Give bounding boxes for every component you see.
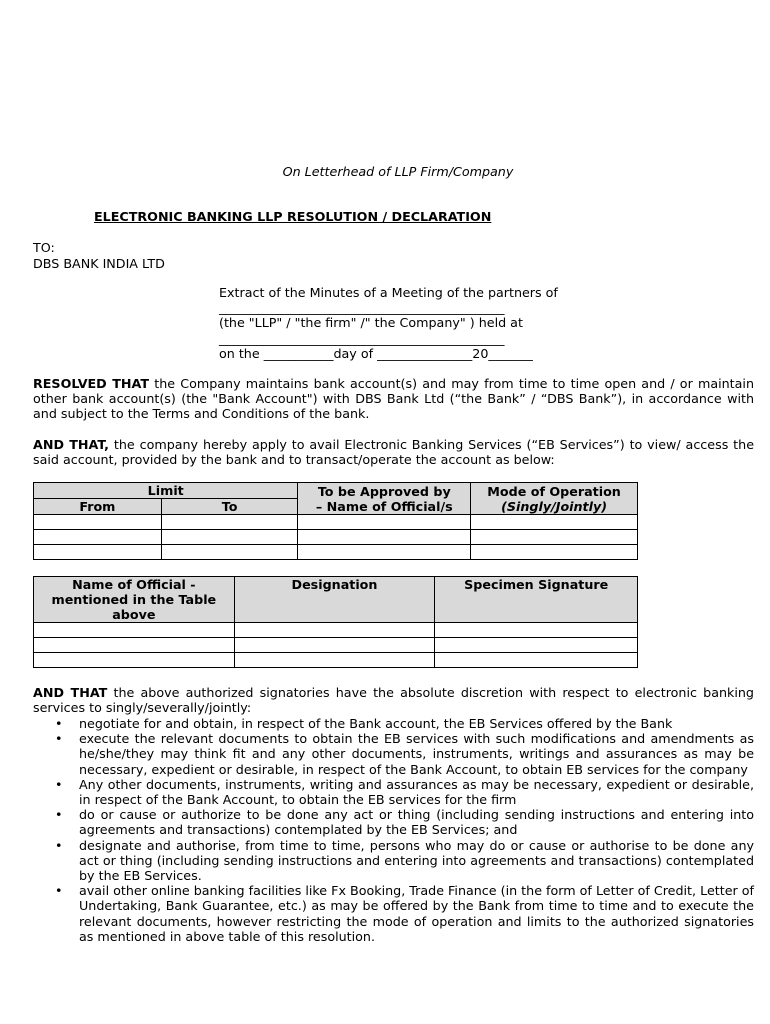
official-name-header: Name of Official - mentioned in the Table above [34, 577, 235, 623]
and-that-paragraph-2 [33, 685, 754, 715]
and-that-text: the company hereby apply to avail Electronic Banking Services (“EB Services”) to view/ access the said account, provided by the bank and to transact/operate the account as below: [33, 437, 755, 468]
extract-blank-line: _____________________________________________ [219, 300, 505, 316]
and-that-paragraph-1 [33, 437, 754, 467]
extract-line: (the "LLP" / "the firm" /" the Company" ) held at [219, 315, 523, 331]
minutes-extract [219, 285, 619, 361]
limits-table [33, 482, 638, 560]
list-item: • execute the relevant documents to obtain the EB services with such modifications and amendments as he/she/they may think fit and any other documents, instruments, writings and assurances as may be necessary, expedient or desirable, in respect of the Bank Account, to obtain EB services for the company [55, 731, 754, 777]
approved-by-header: To be Approved by – Name of Official/s [298, 483, 471, 515]
bullet-icon: • [55, 716, 63, 731]
bullet-icon: • [55, 807, 63, 823]
resolved-paragraph [33, 376, 754, 422]
extract-blank-line: _____________________________________________ [219, 330, 505, 346]
list-item: • avail other online banking facilities like Fx Booking, Trade Finance (in the form of Letter of Credit, Letter of Undertaking, Bank Guarantee, etc.) as may be offered by the Bank from time to time and to execute the relevant documents, however restricting the mode of operation and limits to the authorized signatories as mentioned in above table of this resolution. [55, 883, 754, 944]
bullet-icon: • [55, 837, 63, 853]
bullet-icon: • [55, 883, 63, 899]
table-row [34, 653, 638, 668]
list-item: • negotiate for and obtain, in respect of the Bank account, the EB Services offered by the Bank [55, 716, 673, 731]
authority-list [33, 716, 754, 944]
list-item: • do or cause or authorize to be done any act or thing (including sending instructions and entering into agreements and transactions) contemplated by the EB Services; and [55, 807, 754, 838]
table-row [34, 623, 638, 638]
extract-date-line: on the ___________day of _______________20_______ [219, 345, 533, 361]
mode-of-operation-header: Mode of Operation (Singly/Jointly) [471, 483, 638, 515]
from-header: From [34, 499, 162, 515]
table-row [34, 530, 638, 545]
addressee-block [33, 240, 165, 271]
resolved-text: the Company maintains bank account(s) and may from time to time open and / or maintain other bank account(s) (the "Bank Account") with DBS Bank Ltd (“the Bank” / “DBS Bank”), in accordance with and subject to the Terms and Conditions of the bank. [33, 376, 754, 422]
addressee-label: TO: [33, 240, 55, 255]
letterhead-note: On Letterhead of LLP Firm/Company [282, 164, 514, 179]
bullet-icon: • [55, 776, 63, 792]
officials-table [33, 576, 638, 668]
table-row [34, 545, 638, 560]
list-item: • designate and authorise, from time to time, persons who may do or cause or authorise to be done any act or thing (including sending instructions and entering into agreements and transactions) contemplated by the EB Services. [55, 837, 754, 884]
designation-header: Designation [234, 577, 435, 623]
table-row [34, 515, 638, 530]
document-title-text: ELECTRONIC BANKING LLP RESOLUTION / DECLARATION [94, 209, 492, 224]
to-header: To [161, 499, 298, 515]
document-title [36, 209, 503, 225]
limit-header: Limit [34, 483, 298, 499]
resolved-lead: RESOLVED THAT [33, 376, 150, 391]
and-that-text: the above authorized signatories have the absolute discretion with respect to electronic banking services to singly/severally/jointly: [33, 685, 754, 716]
specimen-signature-header: Specimen Signature [435, 577, 638, 623]
and-that-lead: AND THAT [33, 685, 108, 700]
list-item: • Any other documents, instruments, writing and assurances as may be necessary, expedient or desirable, in respect of the Bank Account, to obtain the EB services for the firm [55, 776, 754, 808]
extract-line: Extract of the Minutes of a Meeting of the partners of [219, 285, 558, 300]
and-that-lead: AND THAT, [33, 437, 110, 452]
bullet-icon: • [55, 731, 63, 747]
table-row [34, 638, 638, 653]
addressee-bank: DBS BANK INDIA LTD [33, 255, 165, 271]
